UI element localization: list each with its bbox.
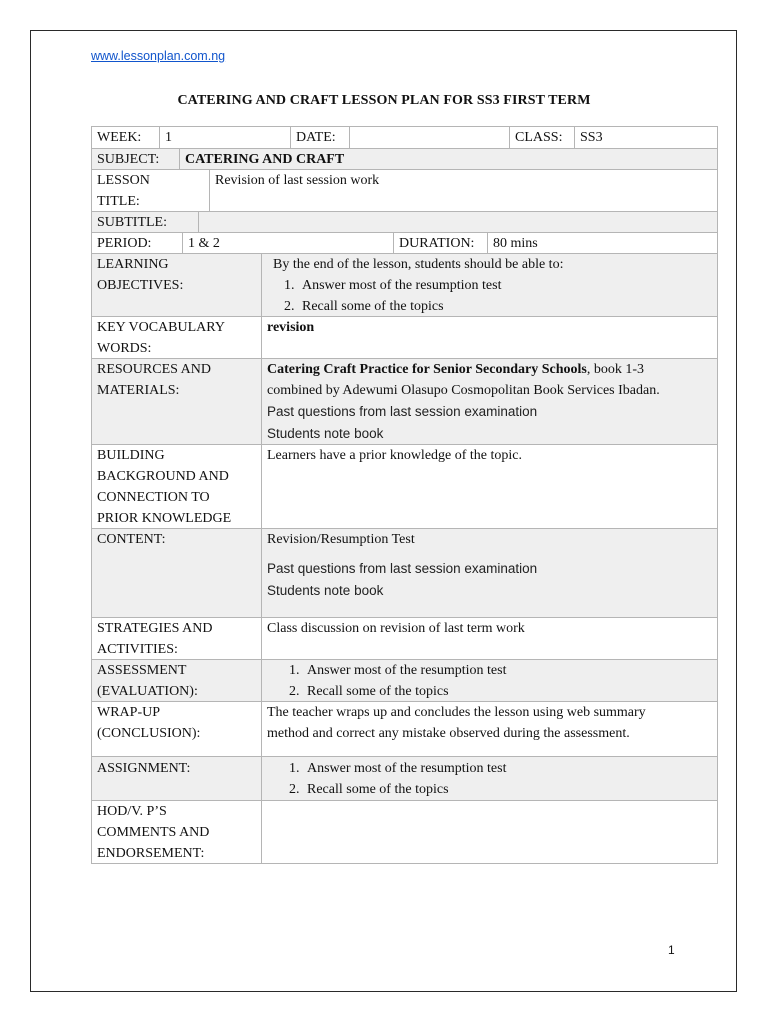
duration-label: DURATION: (394, 233, 488, 253)
week-row (92, 127, 717, 149)
subject-value: CATERING AND CRAFT (185, 152, 345, 167)
site-link[interactable]: www.lessonplan.com.ng (91, 49, 226, 63)
content-row (92, 529, 717, 618)
week-label: WEEK: (92, 127, 160, 148)
date-value (350, 127, 510, 148)
page-number: 1 (668, 943, 675, 957)
resources-extra-1: Past questions from last session examination (267, 404, 538, 419)
resources-label: RESOURCES AND MATERIALS: (92, 359, 262, 444)
list-item: 1. Answer most of the resumption test (303, 660, 712, 681)
lesson-title-value: Revision of last session work (215, 173, 380, 188)
content-item-1: Past questions from last session examination (267, 561, 538, 576)
vocabulary-value: revision (267, 320, 315, 335)
assignment-row (92, 757, 717, 801)
date-label: DATE: (291, 127, 350, 148)
period-row (92, 233, 717, 254)
lesson-plan-table (91, 126, 718, 864)
wrapup-row (92, 702, 717, 757)
content-item-2: Students note book (267, 583, 384, 598)
subtitle-label: SUBTITLE: (92, 212, 199, 232)
resources-line-1: Catering Craft Practice for Senior Secondary Schools, book 1-3 (267, 362, 645, 377)
list-item: 2. Recall some of the topics (298, 296, 712, 317)
assessment-list (267, 660, 712, 702)
assignment-label: ASSIGNMENT: (92, 757, 262, 800)
list-item: 1. Answer most of the resumption test (298, 275, 712, 296)
vocabulary-label: KEY VOCABULARY WORDS: (92, 317, 262, 358)
wrapup-line-1: The teacher wraps up and concludes the lesson using web summary (267, 705, 646, 720)
assignment-cell (262, 757, 717, 800)
wrapup-label: WRAP-UP (CONCLUSION): (92, 702, 262, 756)
wrapup-cell (262, 702, 717, 756)
lesson-title-row (92, 170, 717, 212)
class-value: SS3 (580, 130, 603, 145)
objectives-label: LEARNING OBJECTIVES: (92, 254, 262, 316)
document-title: CATERING AND CRAFT LESSON PLAN FOR SS3 FIRST TERM (177, 93, 591, 108)
assessment-cell (262, 660, 717, 701)
objectives-list (273, 275, 712, 317)
content-heading: Revision/Resumption Test (267, 532, 415, 547)
hod-label: HOD/V. P’S COMMENTS AND ENDORSEMENT: (92, 801, 262, 863)
subject-row (92, 149, 717, 170)
objectives-intro: By the end of the lesson, students should be able to: (273, 257, 564, 272)
period-value: 1 & 2 (183, 233, 394, 253)
wrapup-line-2: method and correct any mistake observed during the assessment. (267, 726, 630, 741)
vocabulary-row (92, 317, 717, 359)
content-label: CONTENT: (92, 529, 262, 617)
hod-value (262, 801, 717, 863)
objectives-row (92, 254, 717, 317)
book-title: Catering Craft Practice for Senior Secondary Schools (267, 362, 587, 377)
class-label: CLASS: (510, 127, 575, 148)
strategies-label: STRATEGIES AND ACTIVITIES: (92, 618, 262, 659)
strategies-value: Class discussion on revision of last term work (267, 621, 525, 636)
list-item: 2. Recall some of the topics (303, 779, 712, 800)
strategies-row (92, 618, 717, 660)
resources-line-2: combined by Adewumi Olasupo Cosmopolitan Book Services Ibadan. (267, 383, 660, 398)
resources-extra-2: Students note book (267, 426, 384, 441)
resources-row (92, 359, 717, 445)
hod-row (92, 801, 717, 863)
lesson-title-label: LESSON TITLE: (92, 170, 210, 211)
assessment-label: ASSESSMENT (EVALUATION): (92, 660, 262, 701)
list-item: 1. Answer most of the resumption test (303, 758, 712, 779)
period-label: PERIOD: (92, 233, 183, 253)
resources-cell (262, 359, 717, 444)
duration-value: 80 mins (493, 236, 538, 251)
objectives-cell (262, 254, 717, 316)
week-value: 1 (160, 127, 291, 148)
subtitle-row (92, 212, 717, 233)
background-label: BUILDING BACKGROUND AND CONNECTION TO PRIOR KNOWLEDGE (92, 445, 262, 528)
background-row (92, 445, 717, 529)
list-item: 2. Recall some of the topics (303, 681, 712, 702)
assignment-list (267, 758, 712, 800)
subject-label: SUBJECT: (92, 149, 180, 169)
background-value: Learners have a prior knowledge of the topic. (267, 448, 523, 463)
content-cell (262, 529, 717, 617)
subtitle-value (199, 212, 717, 232)
assessment-row (92, 660, 717, 702)
